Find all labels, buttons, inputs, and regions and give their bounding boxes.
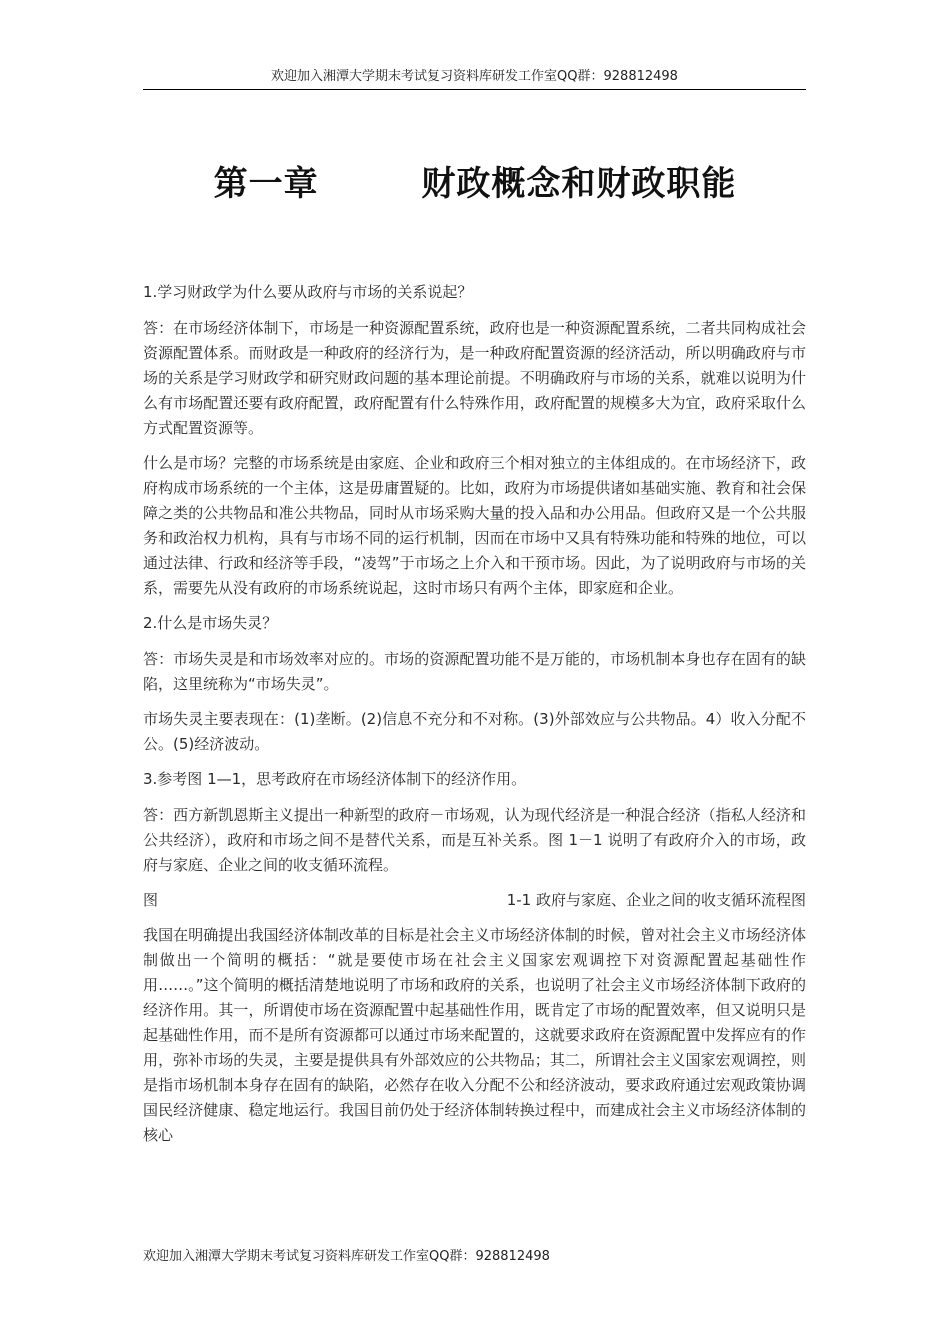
question-1: 1.学习财政学为什么要从政府与市场的关系说起？ [143, 283, 473, 301]
answer-3-paragraph-2: 我国在明确提出我国经济体制改革的目标是社会主义市场经济体制的时候，曾对社会主义市场经济体制做出一个简明的概括：“就是要使市场在社会主义国家宏观调控下对资源配置起基础性作用……。”这个简明的概括清楚地说明了市场和政府的关系，也说明了社会主义市场经济体制下政府的经济作用。其一，所谓使市场在资源配置中起基础性作用，既肯定了市场的配置效率，但又说明只是起基础性作用，而不是所有资源都可以通过市场来配置的，这就要求政府在资源配置中发挥应有的作用，弥补市场的失灵，主要是提供具有外部效应的公共物品；其二，所谓社会主义国家宏观调控，则是指市场机制本身存在固有的缺陷，必然存在收入分配不公和经济波动，要求政府通过宏观政策协调国民经济健康、稳定地运行。我国目前仍处于经济体制转换过程中，而建成社会主义市场经济体制的核心 [143, 926, 806, 1144]
question-3: 3.参考图 1—1，思考政府在市场经济体制下的经济作用。 [143, 770, 527, 788]
answer-3-paragraph-1: 答：西方新凯恩斯主义提出一种新型的政府－市场观，认为现代经济是一种混合经济（指私人经济和公共经济），政府和市场之间不是替代关系，而是互补关系。图 1－1 说明了有政府介入的市场，政府与家庭、企业之间的收支循环流程。 [143, 806, 806, 874]
question-2: 2.什么是市场失灵？ [143, 614, 278, 632]
main-content [143, 280, 806, 1158]
figure-caption [143, 888, 806, 913]
figure-caption-label: 图 [143, 891, 159, 909]
page-footer: 欢迎加入湘潭大学期末考试复习资料库研发工作室QQ群：928812498 [143, 1249, 550, 1264]
answer-2-paragraph-1: 答：市场失灵是和市场效率对应的。市场的资源配置功能不是万能的，市场机制本身也存在固有的缺陷，这里统称为“市场失灵”。 [143, 650, 806, 693]
chapter-title: 第一章 财政概念和财政职能 [213, 164, 737, 204]
answer-2-paragraph-2: 市场失灵主要表现在：(1)垄断。(2)信息不充分和不对称。(3)外部效应与公共物品。4）收入分配不公。(5)经济波动。 [143, 710, 806, 753]
page-header: 欢迎加入湘潭大学期末考试复习资料库研发工作室QQ群：928812498 [143, 64, 806, 90]
answer-1-paragraph-2: 什么是市场？完整的市场系统是由家庭、企业和政府三个相对独立的主体组成的。在市场经济下，政府构成市场系统的一个主体，这是毋庸置疑的。比如，政府为市场提供诸如基础实施、教育和社会保障之类的公共物品和准公共物品，同时从市场采购大量的投入品和办公用品。但政府又是一个公共服务和政治权力机构，具有与市场不同的运行机制，因而在市场中又具有特殊功能和特殊的地位，可以通过法律、行政和经济等手段，“凌驾”于市场之上介入和干预市场。因此，为了说明政府与市场的关系，需要先从没有政府的市场系统说起，这时市场只有两个主体，即家庭和企业。 [143, 454, 806, 597]
figure-caption-text: 1-1 政府与家庭、企业之间的收支循环流程图 [506, 891, 806, 909]
answer-1-paragraph-1: 答：在市场经济体制下，市场是一种资源配置系统，政府也是一种资源配置系统，二者共同构成社会资源配置体系。而财政是一种政府的经济行为，是一种政府配置资源的经济活动，所以明确政府与市场的关系是学习财政学和研究财政问题的基本理论前提。不明确政府与市场的关系，就难以说明为什么有市场配置还要有政府配置，政府配置有什么特殊作用，政府配置的规模多大为宜，政府采取什么方式配置资源等。 [143, 319, 806, 437]
